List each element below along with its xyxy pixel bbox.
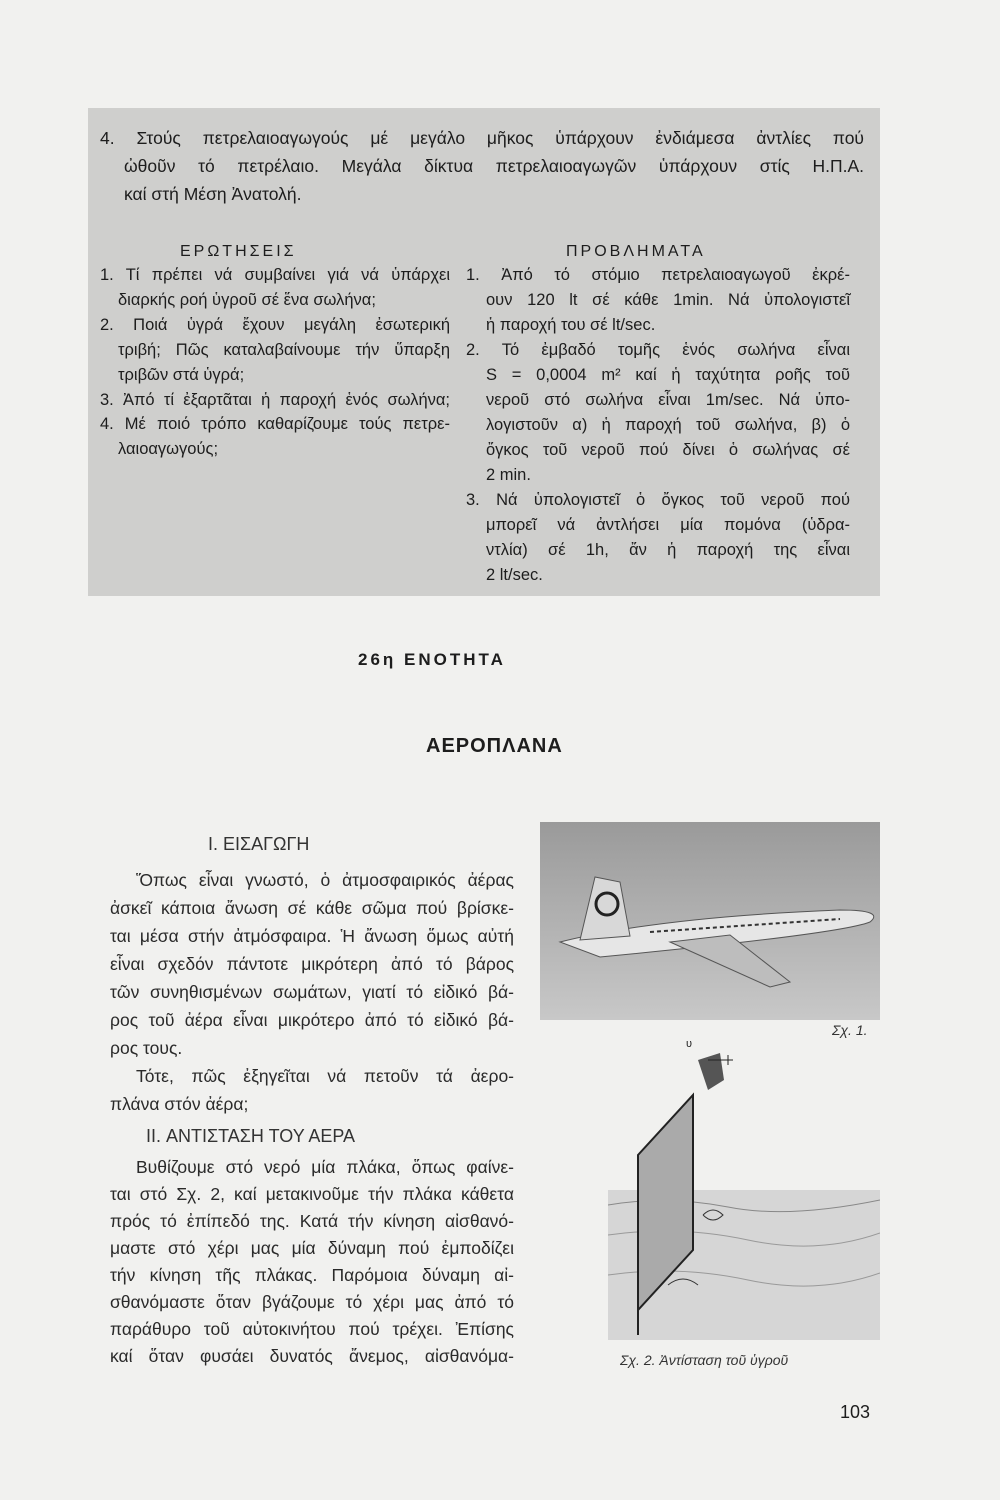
text-line: 2 min.	[486, 466, 531, 484]
chapter-title: ΑΕΡΟΠΛΑΝΑ	[426, 735, 563, 757]
text-line: ὠθοῦν τό πετρέλαιο. Μεγάλα δίκτυα πετρελαιοαγωγῶν ὑπάρχουν στίς Η.Π.Α.	[124, 156, 864, 176]
figure-2-caption: Σχ. 2. Ἀντίσταση τοῦ ὑγροῦ	[620, 1352, 789, 1368]
text-line: ται στό Σχ. 2, καί μετακινοῦμε τήν πλάκα κάθετα	[110, 1184, 514, 1204]
text-line: 2. Τό ἐμβαδό τομῆς ἑνός σωλήνα εἶναι	[466, 341, 850, 359]
text-line: τριβή; Πῶς καταλαβαίνουμε τήν ὕπαρξη	[118, 341, 450, 359]
text-line: τῶν συνηθισμένων σωμάτων, γιατί τό εἰδικό βά-	[110, 982, 514, 1002]
text-line: ντλία) σέ 1h, ἄν ἡ παροχή της εἶναι	[486, 541, 850, 559]
text-line: σθανόμαστε ὅταν βγάζουμε τό χέρι μας ἀπό τό	[110, 1292, 514, 1312]
text-line: 3. Νά ὑπολογιστεῖ ὁ ὄγκος τοῦ νεροῦ πού	[466, 491, 850, 509]
text-line: 4. Μέ ποιό τρόπο καθαρίζουμε τούς πετρε-	[100, 415, 450, 433]
airplane-photo	[540, 822, 880, 1020]
text-line: S = 0,0004 m² καί ἡ ταχύτητα ροῆς τοῦ	[486, 366, 850, 384]
text-line: εἶναι σχεδόν πάντοτε μικρότερη ἀπό τό βάρος	[110, 954, 514, 974]
figure-1-caption: Σχ. 1.	[832, 1022, 868, 1038]
text-line: καί ὅταν φυσάει δυνατός ἄνεμος, αἰσθανόμα-	[110, 1346, 514, 1366]
text-line: πλάνα στόν ἀέρα;	[110, 1094, 249, 1114]
text-line: παράθυρο τοῦ αὐτοκινήτου πού τρέχει. Ἐπίσης	[110, 1319, 514, 1339]
text-line: λαιοαγωγούς;	[118, 440, 219, 458]
velocity-label: υ	[686, 1038, 693, 1050]
text-line: ἡ παροχή του σέ lt/sec.	[486, 316, 656, 334]
text-line: Βυθίζουμε στό νερό μία πλάκα, ὅπως φαίνε-	[136, 1157, 514, 1177]
unit-title: 26η ΕΝΟΤΗΤΑ	[358, 650, 506, 669]
text-line: Τότε, πῶς ἐξηγεῖται νά πετοῦν τά ἀερο-	[136, 1066, 514, 1086]
text-line: ὄγκος τοῦ νεροῦ πού δίνει ὁ σωλήνας σέ	[486, 441, 850, 459]
text-line: Ὅπως εἶναι γνωστό, ὁ ἀτμοσφαιρικός ἀέρας	[136, 870, 514, 890]
problems-heading: ΠΡΟΒΛΗΜΑΤΑ	[566, 243, 706, 260]
text-line: 4. Στούς πετρελαιοαγωγούς μέ μεγάλο μῆκος ὑπάρχουν ἐνδιάμεσα ἀντλίες πού	[100, 128, 864, 148]
section-1-title: I. ΕΙΣΑΓΩΓΗ	[208, 834, 310, 854]
text-line: μπορεῖ νά ἀντλήσει μία πομόνα (ὑδρα-	[486, 516, 850, 534]
text-line: τριβῶν στά ὑγρά;	[118, 366, 245, 384]
text-line: 3. Ἀπό τί ἐξαρτᾶται ἡ παροχή ἑνός σωλήνα;	[100, 391, 450, 409]
section-2-title: II. ΑΝΤΙΣΤΑΣΗ ΤΟΥ ΑΕΡΑ	[146, 1126, 356, 1146]
text-line: διαρκής ροή ὑγροῦ σέ ἕνα σωλήνα;	[118, 291, 376, 309]
text-line: ρος τους.	[110, 1038, 183, 1058]
text-line: ουν 120 lt σέ κάθε 1min. Νά ὑπολογιστεῖ	[486, 291, 850, 309]
text-line: λογιστοῦν α) ἡ παροχή τοῦ σωλήνα, β) ὁ	[486, 416, 850, 434]
text-line: 1. Τί πρέπει νά συμβαίνει γιά νά ὑπάρχει	[100, 266, 450, 284]
text-line: 1. Ἀπό τό στόμιο πετρελαιοαγωγοῦ ἐκρέ-	[466, 266, 850, 284]
text-line: μαστε στό χέρι μας μία δύναμη πού ἐμποδίζει	[110, 1238, 514, 1258]
plate-resistance-diagram	[608, 1035, 880, 1340]
text-line: ρος τοῦ ἀέρα εἶναι μικρότερο ἀπό τό εἰδικό βά-	[110, 1010, 514, 1030]
text-line: τήν κίνηση τῆς πλάκας. Παρόμοια δύναμη αἰ-	[110, 1265, 514, 1285]
text-line: καί στή Μέση Ἀνατολή.	[124, 184, 302, 204]
questions-heading: ΕΡΩΤΗΣΕΙΣ	[180, 243, 297, 260]
text-line: 2 lt/sec.	[486, 566, 543, 584]
text-line: ἀσκεῖ κάποια ἄνωση σέ κάθε σῶμα πού βρίσκε-	[110, 898, 514, 918]
text-line: 2. Ποιά ὑγρά ἔχουν μεγάλη ἐσωτερική	[100, 316, 450, 334]
text-line: ται μέσα στήν ἀτμόσφαιρα. Ἡ ἄνωση ὅμως αὐτή	[110, 926, 514, 946]
page-number: 103	[840, 1402, 871, 1422]
text-line: πρός τό ἐπίπεδό της. Κατά τήν κίνηση αἰσθανό-	[110, 1211, 514, 1231]
text-line: νεροῦ στό σωλήνα εἶναι 1m/sec. Νά ὑπο-	[486, 391, 850, 409]
